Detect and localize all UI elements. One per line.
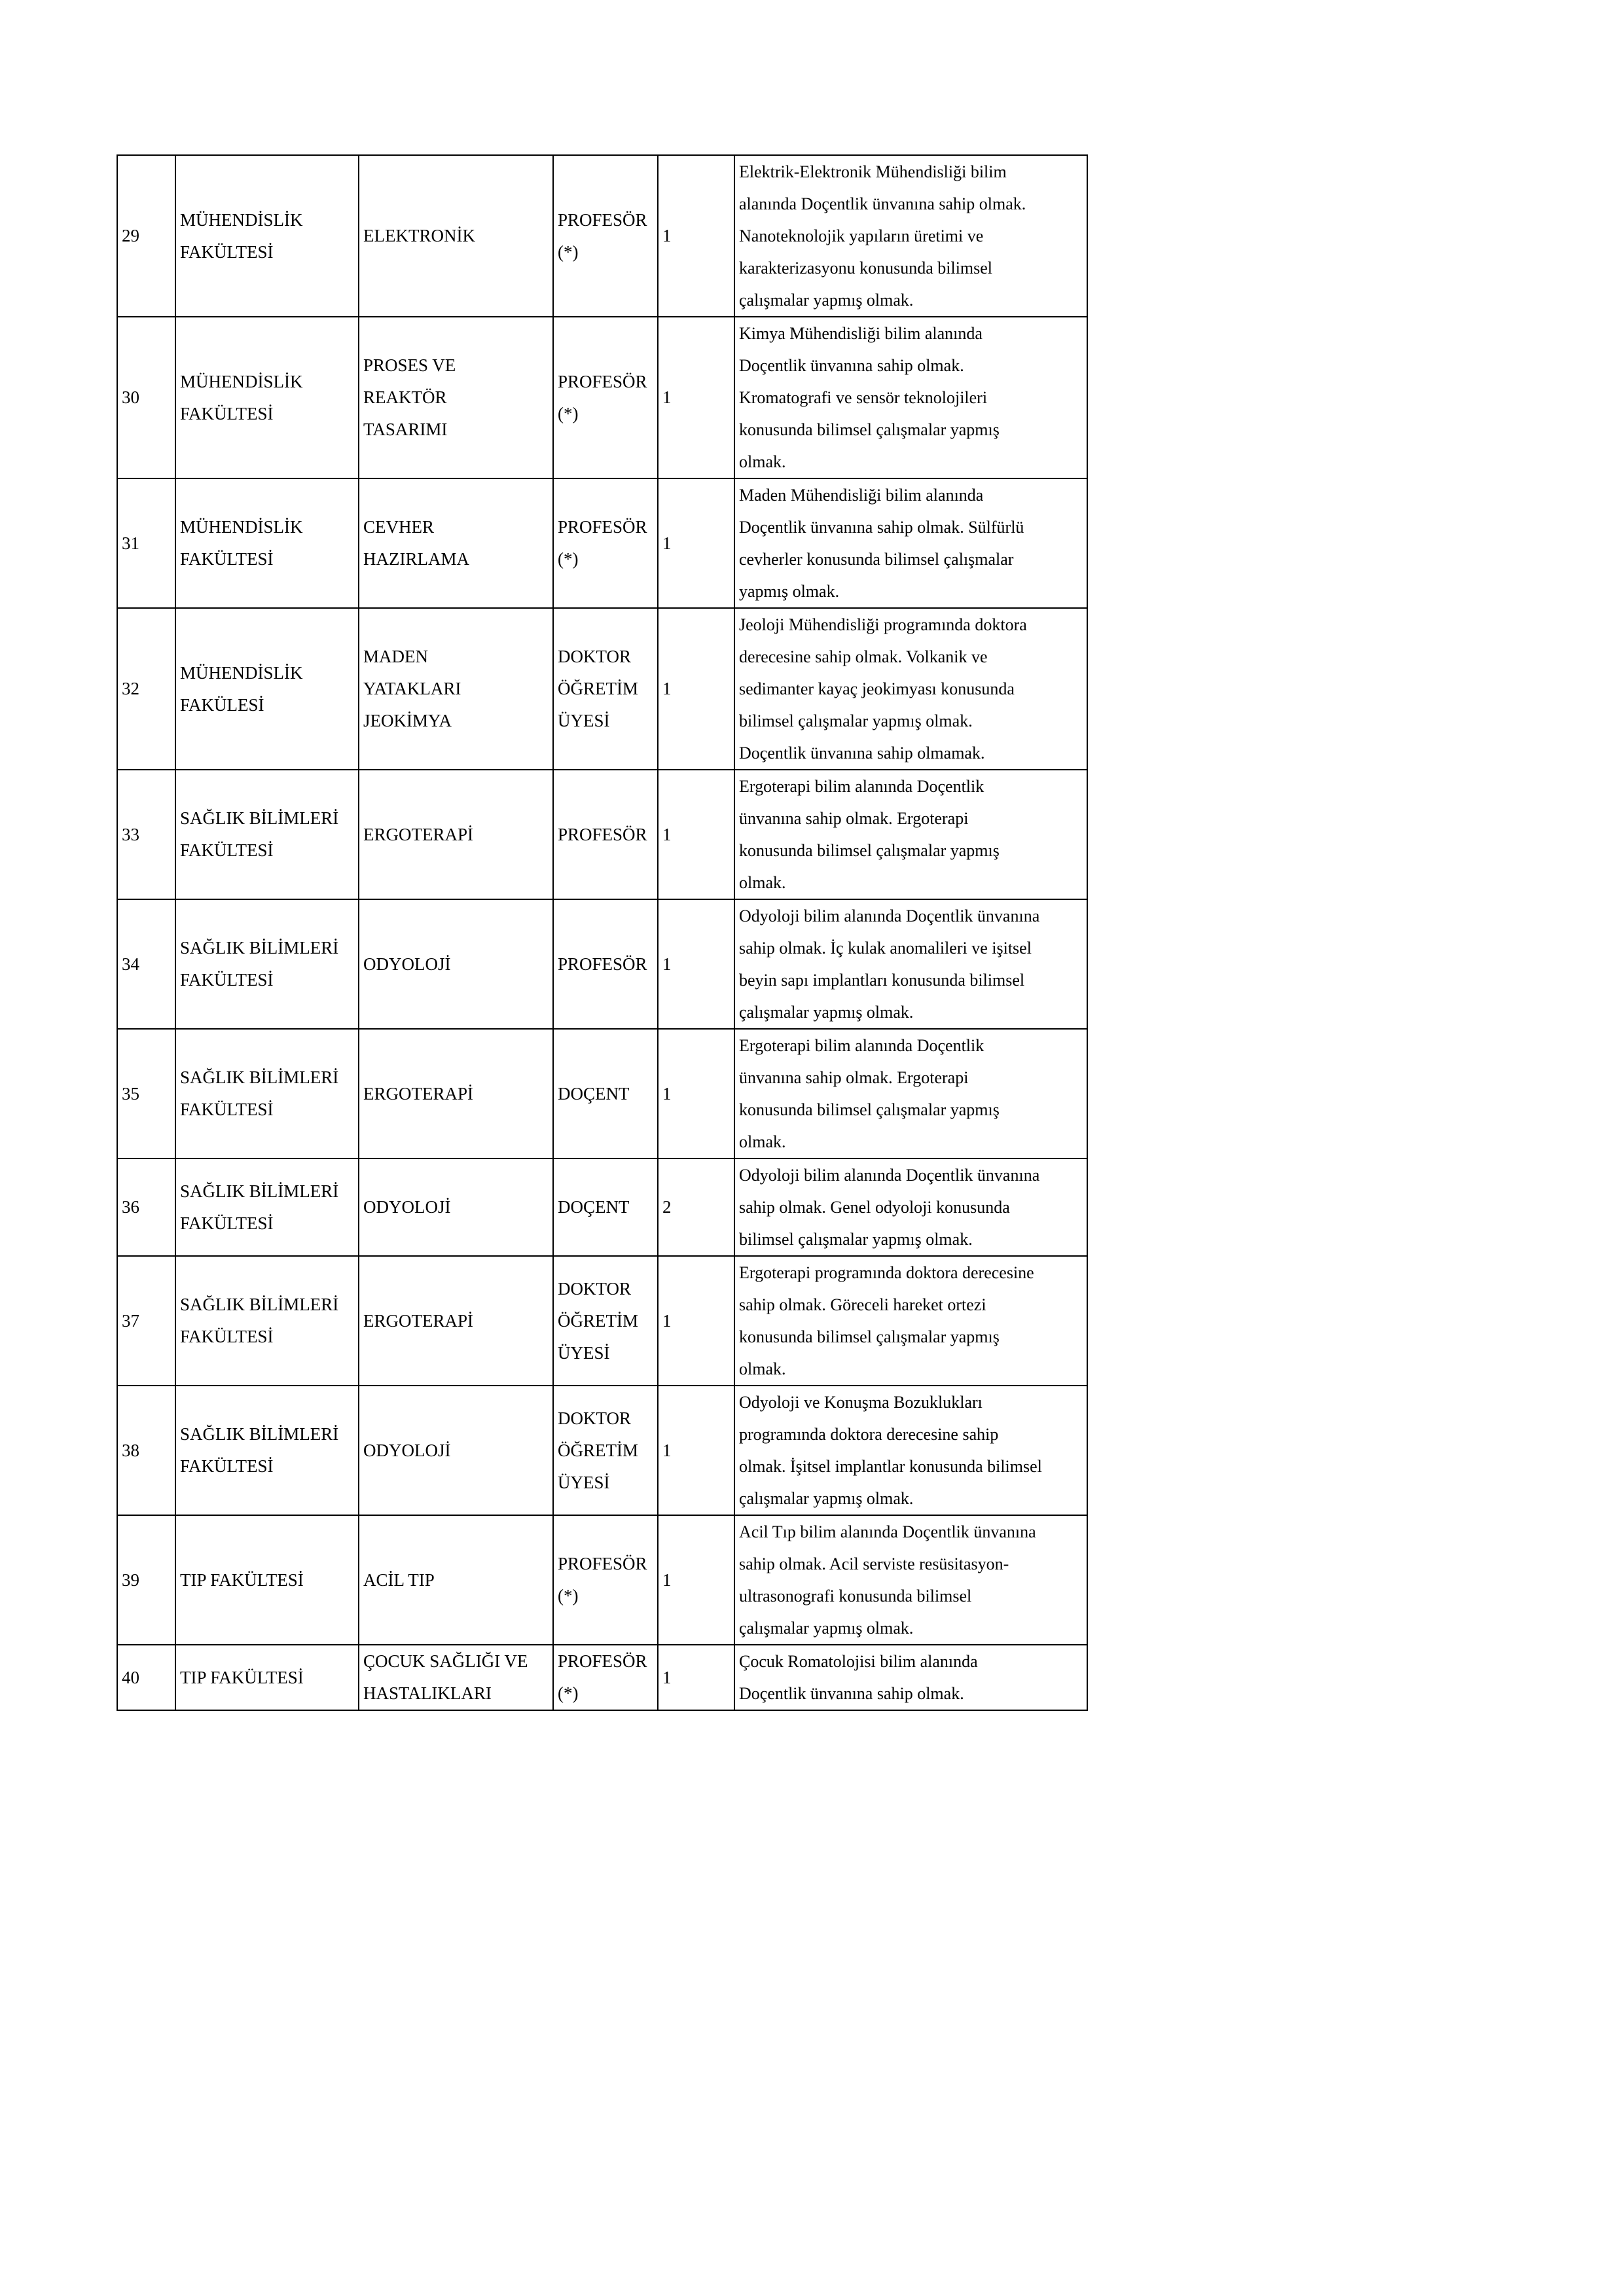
table-row xyxy=(117,317,1087,478)
count-cell: 1 xyxy=(658,155,734,317)
title-cell: DOÇENT xyxy=(553,1158,658,1256)
requirement-cell: Odyoloji bilim alanında Doçentlik ünvanına sahip olmak. İç kulak anomalileri ve işitsel beyin sapı implantları konusunda bilimsel çalışmalar yapmış olmak. xyxy=(734,899,1087,1029)
requirement-cell: Ergoterapi bilim alanında Doçentlik ünvanına sahip olmak. Ergoterapi konusunda bilimsel çalışmalar yapmış olmak. xyxy=(734,1029,1087,1158)
title-cell: DOKTOR ÖĞRETİM ÜYESİ xyxy=(553,1386,658,1515)
title-cell: PROFESÖR (*) xyxy=(553,317,658,478)
table-row xyxy=(117,1386,1087,1515)
title-cell: PROFESÖR (*) xyxy=(553,155,658,317)
title-cell: PROFESÖR xyxy=(553,899,658,1029)
requirement-cell: Ergoterapi bilim alanında Doçentlik ünvanına sahip olmak. Ergoterapi konusunda bilimsel çalışmalar yapmış olmak. xyxy=(734,770,1087,899)
row-number: 35 xyxy=(117,1029,175,1158)
faculty-cell: TIP FAKÜLTESİ xyxy=(175,1645,359,1710)
count-cell: 1 xyxy=(658,1256,734,1386)
department-cell: CEVHER HAZIRLAMA xyxy=(359,478,553,608)
table-row xyxy=(117,1645,1087,1710)
department-cell: PROSES VE REAKTÖR TASARIMI xyxy=(359,317,553,478)
title-cell: PROFESÖR (*) xyxy=(553,478,658,608)
faculty-cell: SAĞLIK BİLİMLERİ FAKÜLTESİ xyxy=(175,1029,359,1158)
count-cell: 1 xyxy=(658,899,734,1029)
requirement-cell: Çocuk Romatolojisi bilim alanında Doçentlik ünvanına sahip olmak. xyxy=(734,1645,1087,1710)
staff-positions-table xyxy=(117,154,1088,1711)
title-cell: DOÇENT xyxy=(553,1029,658,1158)
department-cell: ERGOTERAPİ xyxy=(359,1029,553,1158)
count-cell: 1 xyxy=(658,478,734,608)
faculty-cell: MÜHENDİSLİK FAKÜLTESİ xyxy=(175,317,359,478)
department-cell: MADEN YATAKLARI JEOKİMYA xyxy=(359,608,553,770)
requirement-cell: Acil Tıp bilim alanında Doçentlik ünvanına sahip olmak. Acil serviste resüsitasyon- ultrasonografi konusunda bilimsel çalışmalar yapmış olmak. xyxy=(734,1515,1087,1645)
count-cell: 1 xyxy=(658,1386,734,1515)
faculty-cell: SAĞLIK BİLİMLERİ FAKÜLTESİ xyxy=(175,770,359,899)
row-number: 39 xyxy=(117,1515,175,1645)
faculty-cell: SAĞLIK BİLİMLERİ FAKÜLTESİ xyxy=(175,899,359,1029)
department-cell: ÇOCUK SAĞLIĞI VE HASTALIKLARI xyxy=(359,1645,553,1710)
table-row xyxy=(117,478,1087,608)
requirement-cell: Elektrik-Elektronik Mühendisliği bilim alanında Doçentlik ünvanına sahip olmak. Nanoteknolojik yapıların üretimi ve karakterizasyonu konusunda bilimsel çalışmalar yapmış olmak. xyxy=(734,155,1087,317)
table-row xyxy=(117,1256,1087,1386)
requirement-cell: Jeoloji Mühendisliği programında doktora derecesine sahip olmak. Volkanik ve sedimanter kayaç jeokimyası konusunda bilimsel çalışmalar yapmış olmak. Doçentlik ünvanına sahip olmamak. xyxy=(734,608,1087,770)
table-row xyxy=(117,1515,1087,1645)
row-number: 32 xyxy=(117,608,175,770)
count-cell: 1 xyxy=(658,317,734,478)
row-number: 33 xyxy=(117,770,175,899)
table-row xyxy=(117,899,1087,1029)
row-number: 34 xyxy=(117,899,175,1029)
requirement-cell: Odyoloji ve Konuşma Bozuklukları programında doktora derecesine sahip olmak. İşitsel implantlar konusunda bilimsel çalışmalar yapmış olmak. xyxy=(734,1386,1087,1515)
title-cell: DOKTOR ÖĞRETİM ÜYESİ xyxy=(553,1256,658,1386)
title-cell: PROFESÖR (*) xyxy=(553,1645,658,1710)
table-row xyxy=(117,1158,1087,1256)
department-cell: ODYOLOJİ xyxy=(359,1158,553,1256)
title-cell: PROFESÖR xyxy=(553,770,658,899)
table-row xyxy=(117,608,1087,770)
count-cell: 1 xyxy=(658,770,734,899)
requirement-cell: Maden Mühendisliği bilim alanında Doçentlik ünvanına sahip olmak. Sülfürlü cevherler konusunda bilimsel çalışmalar yapmış olmak. xyxy=(734,478,1087,608)
title-cell: PROFESÖR (*) xyxy=(553,1515,658,1645)
department-cell: ERGOTERAPİ xyxy=(359,770,553,899)
table-row xyxy=(117,1029,1087,1158)
count-cell: 1 xyxy=(658,1029,734,1158)
department-cell: ERGOTERAPİ xyxy=(359,1256,553,1386)
row-number: 36 xyxy=(117,1158,175,1256)
department-cell: ELEKTRONİK xyxy=(359,155,553,317)
department-cell: ODYOLOJİ xyxy=(359,1386,553,1515)
faculty-cell: MÜHENDİSLİK FAKÜLESİ xyxy=(175,608,359,770)
title-cell: DOKTOR ÖĞRETİM ÜYESİ xyxy=(553,608,658,770)
count-cell: 1 xyxy=(658,1645,734,1710)
faculty-cell: SAĞLIK BİLİMLERİ FAKÜLTESİ xyxy=(175,1158,359,1256)
department-cell: ODYOLOJİ xyxy=(359,899,553,1029)
row-number: 29 xyxy=(117,155,175,317)
requirement-cell: Kimya Mühendisliği bilim alanında Doçentlik ünvanına sahip olmak. Kromatografi ve sensör teknolojileri konusunda bilimsel çalışmalar yapmış olmak. xyxy=(734,317,1087,478)
row-number: 31 xyxy=(117,478,175,608)
row-number: 37 xyxy=(117,1256,175,1386)
faculty-cell: SAĞLIK BİLİMLERİ FAKÜLTESİ xyxy=(175,1256,359,1386)
table-row xyxy=(117,770,1087,899)
row-number: 38 xyxy=(117,1386,175,1515)
faculty-cell: MÜHENDİSLİK FAKÜLTESİ xyxy=(175,155,359,317)
department-cell: ACİL TIP xyxy=(359,1515,553,1645)
count-cell: 1 xyxy=(658,608,734,770)
row-number: 40 xyxy=(117,1645,175,1710)
requirement-cell: Ergoterapi programında doktora derecesine sahip olmak. Göreceli hareket ortezi konusunda bilimsel çalışmalar yapmış olmak. xyxy=(734,1256,1087,1386)
count-cell: 1 xyxy=(658,1515,734,1645)
row-number: 30 xyxy=(117,317,175,478)
table-row xyxy=(117,155,1087,317)
faculty-cell: TIP FAKÜLTESİ xyxy=(175,1515,359,1645)
faculty-cell: SAĞLIK BİLİMLERİ FAKÜLTESİ xyxy=(175,1386,359,1515)
count-cell: 2 xyxy=(658,1158,734,1256)
faculty-cell: MÜHENDİSLİK FAKÜLTESİ xyxy=(175,478,359,608)
requirement-cell: Odyoloji bilim alanında Doçentlik ünvanına sahip olmak. Genel odyoloji konusunda bilimsel çalışmalar yapmış olmak. xyxy=(734,1158,1087,1256)
